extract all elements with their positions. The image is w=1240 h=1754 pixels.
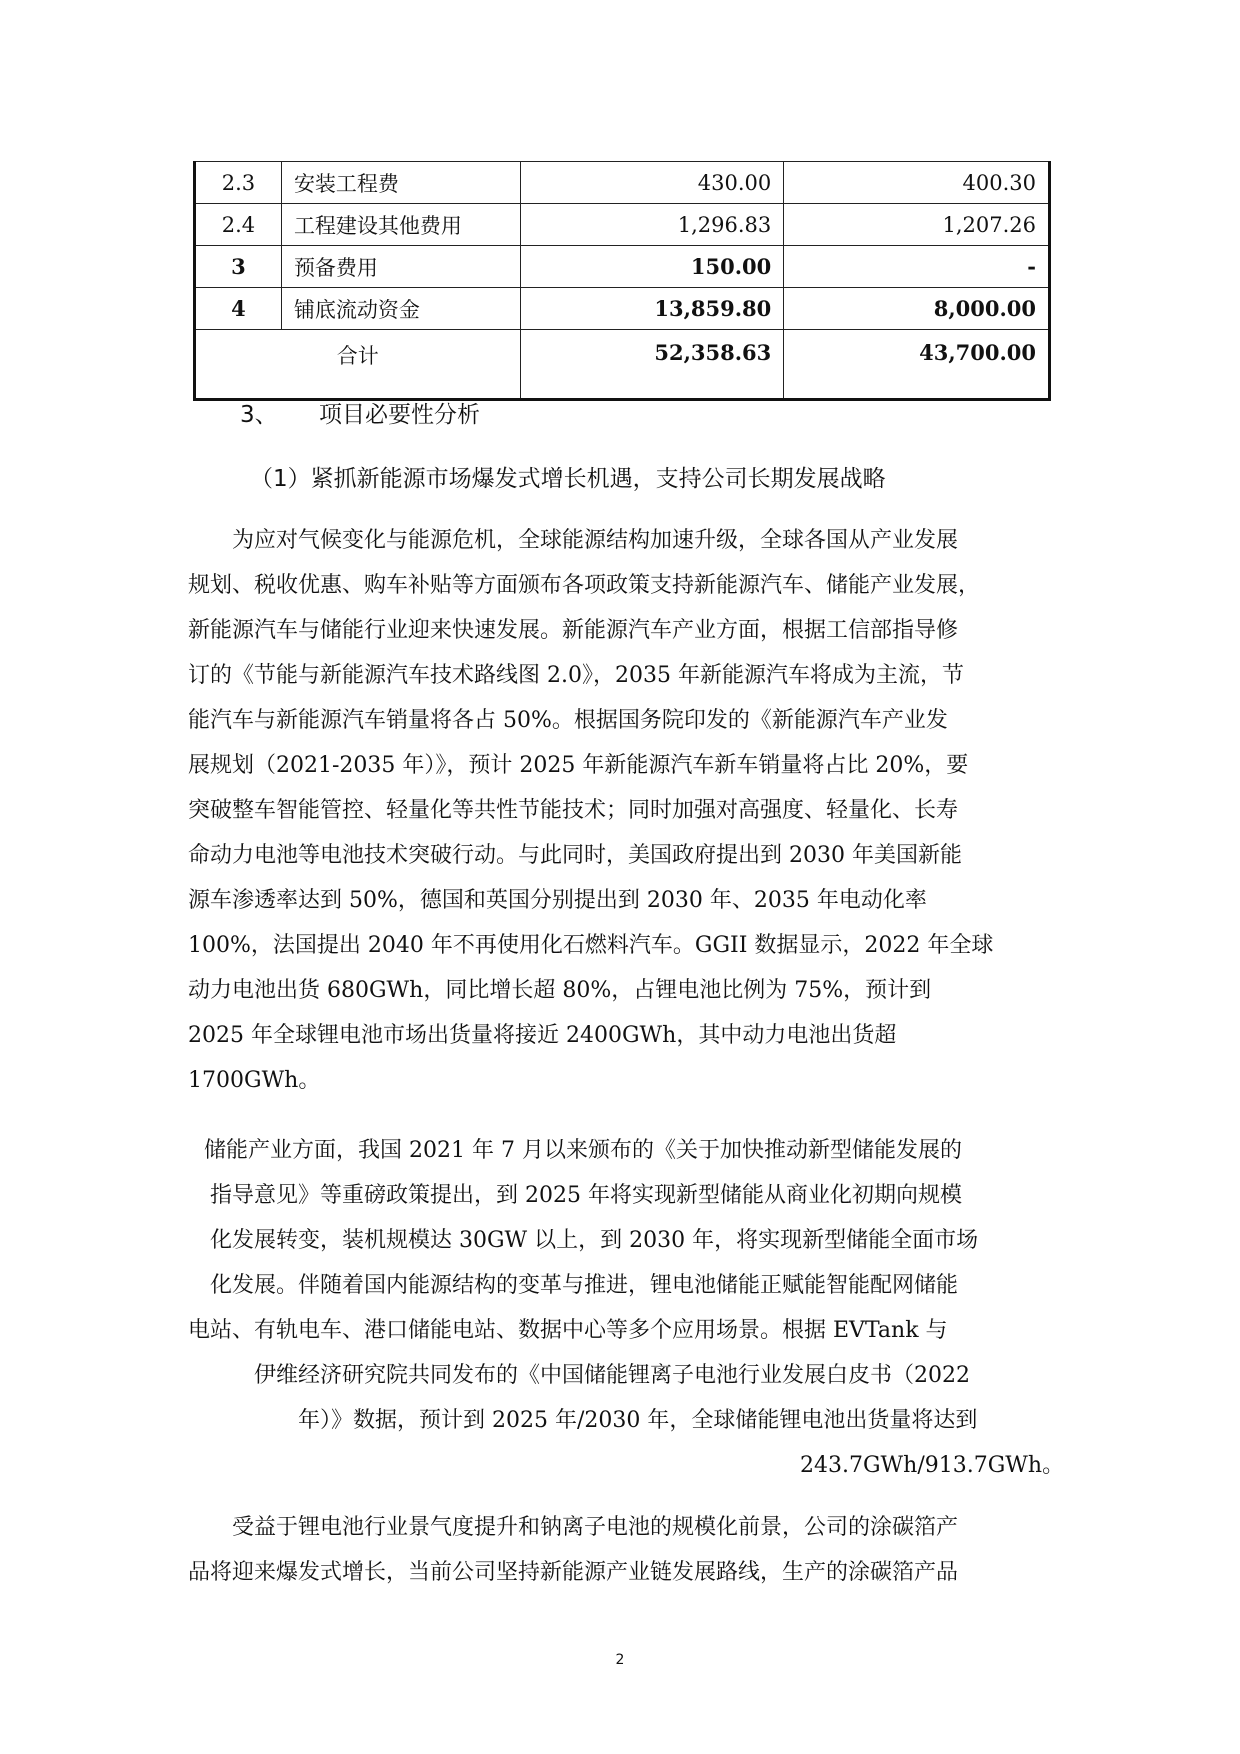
row-value-2: 1,207.26 bbox=[784, 204, 1050, 246]
paragraph-carbon-coated-foil bbox=[188, 1505, 1058, 1595]
row-item-name: 工程建设其他费用 bbox=[281, 204, 520, 246]
row-item-name: 安装工程费 bbox=[281, 162, 520, 204]
paragraph-line: 伊维经济研究院共同发布的《中国储能锂离子电池行业发展白皮书（2022 bbox=[254, 1363, 970, 1388]
paragraph-line: 化发展转变，装机规模达 30GW 以上，到 2030 年，将实现新型储能全面市场 bbox=[210, 1228, 979, 1253]
paragraph-line: 规划、税收优惠、购车补贴等方面颁布各项政策支持新能源汽车、储能产业发展， bbox=[188, 573, 981, 598]
page-number: 2 bbox=[615, 1652, 625, 1668]
investment-table bbox=[193, 161, 1051, 401]
paragraph-line: 源车渗透率达到 50%，德国和英国分别提出到 2030 年、2035 年电动化率 bbox=[188, 888, 927, 913]
table-row bbox=[195, 288, 1050, 330]
paragraph-line: 化发展。伴随着国内能源结构的变革与推进，锂电池储能正赋能智能配网储能 bbox=[210, 1273, 959, 1298]
table-row bbox=[195, 204, 1050, 246]
row-item-name: 预备费用 bbox=[281, 246, 520, 288]
row-value-1: 13,859.80 bbox=[520, 288, 784, 330]
paragraph-line: 年）》数据，预计到 2025 年/2030 年，全球储能锂电池出货量将达到 bbox=[298, 1408, 978, 1433]
row-value-2: 8,000.00 bbox=[784, 288, 1050, 330]
paragraph-new-energy-vehicles bbox=[188, 518, 1058, 1103]
row-value-2: - bbox=[784, 246, 1050, 288]
paragraph-line: 新能源汽车与储能行业迎来快速发展。新能源汽车产业方面，根据工信部指导修 bbox=[188, 618, 959, 643]
table-row bbox=[195, 246, 1050, 288]
paragraph-line: 突破整车智能管控、轻量化等共性节能技术；同时加强对高强度、轻量化、长寿 bbox=[188, 798, 959, 823]
total-value-1: 52,358.63 bbox=[520, 330, 784, 400]
section-number: 3、 bbox=[240, 402, 278, 428]
row-number: 3 bbox=[195, 246, 282, 288]
paragraph-line: 品将迎来爆发式增长，当前公司坚持新能源产业链发展路线，生产的涂碳箔产品 bbox=[188, 1560, 959, 1585]
paragraph-line: 243.7GWh/913.7GWh。 bbox=[800, 1453, 1065, 1478]
paragraph-line: 能汽车与新能源汽车销量将各占 50%。根据国务院印发的《新能源汽车产业发 bbox=[188, 708, 948, 733]
paragraph-line: 电站、有轨电车、港口储能电站、数据中心等多个应用场景。根据 EVTank 与 bbox=[188, 1318, 948, 1343]
row-number: 2.4 bbox=[195, 204, 282, 246]
subsection-title: （1）紧抓新能源市场爆发式增长机遇，支持公司长期发展战略 bbox=[250, 466, 886, 492]
paragraph-line: 展规划（2021-2035 年）》，预计 2025 年新能源汽车新车销量将占比 20%，要 bbox=[188, 753, 969, 778]
paragraph-line: 2025 年全球锂电池市场出货量将接近 2400GWh，其中动力电池出货超 bbox=[188, 1023, 897, 1048]
paragraph-line: 储能产业方面，我国 2021 年 7 月以来颁布的《关于加快推动新型储能发展的 bbox=[204, 1138, 962, 1163]
table-total-row bbox=[195, 330, 1050, 400]
paragraph-line: 100%，法国提出 2040 年不再使用化石燃料汽车。GGII 数据显示，2022 年全球 bbox=[188, 933, 994, 958]
row-value-2: 400.30 bbox=[784, 162, 1050, 204]
paragraph-line: 动力电池出货 680GWh，同比增长超 80%，占锂电池比例为 75%，预计到 bbox=[188, 978, 932, 1003]
row-value-1: 1,296.83 bbox=[520, 204, 784, 246]
total-label: 合计 bbox=[195, 330, 521, 400]
row-number: 2.3 bbox=[195, 162, 282, 204]
paragraph-line: 1700GWh。 bbox=[188, 1068, 321, 1093]
row-number: 4 bbox=[195, 288, 282, 330]
row-item-name: 铺底流动资金 bbox=[281, 288, 520, 330]
row-value-1: 150.00 bbox=[520, 246, 784, 288]
table-row bbox=[195, 162, 1050, 204]
paragraph-line: 为应对气候变化与能源危机，全球能源结构加速升级，全球各国从产业发展 bbox=[188, 528, 959, 553]
row-value-1: 430.00 bbox=[520, 162, 784, 204]
paragraph-line: 受益于锂电池行业景气度提升和钠离子电池的规模化前景，公司的涂碳箔产 bbox=[188, 1515, 959, 1540]
section-title: 项目必要性分析 bbox=[319, 402, 480, 428]
paragraph-line: 命动力电池等电池技术突破行动。与此同时，美国政府提出到 2030 年美国新能 bbox=[188, 843, 962, 868]
paragraph-line: 指导意见》等重磅政策提出，到 2025 年将实现新型储能从商业化初期向规模 bbox=[210, 1183, 962, 1208]
total-value-2: 43,700.00 bbox=[784, 330, 1050, 400]
paragraph-line: 订的《节能与新能源汽车技术路线图 2.0》，2035 年新能源汽车将成为主流，节 bbox=[188, 663, 964, 688]
paragraph-energy-storage bbox=[188, 1128, 1065, 1488]
